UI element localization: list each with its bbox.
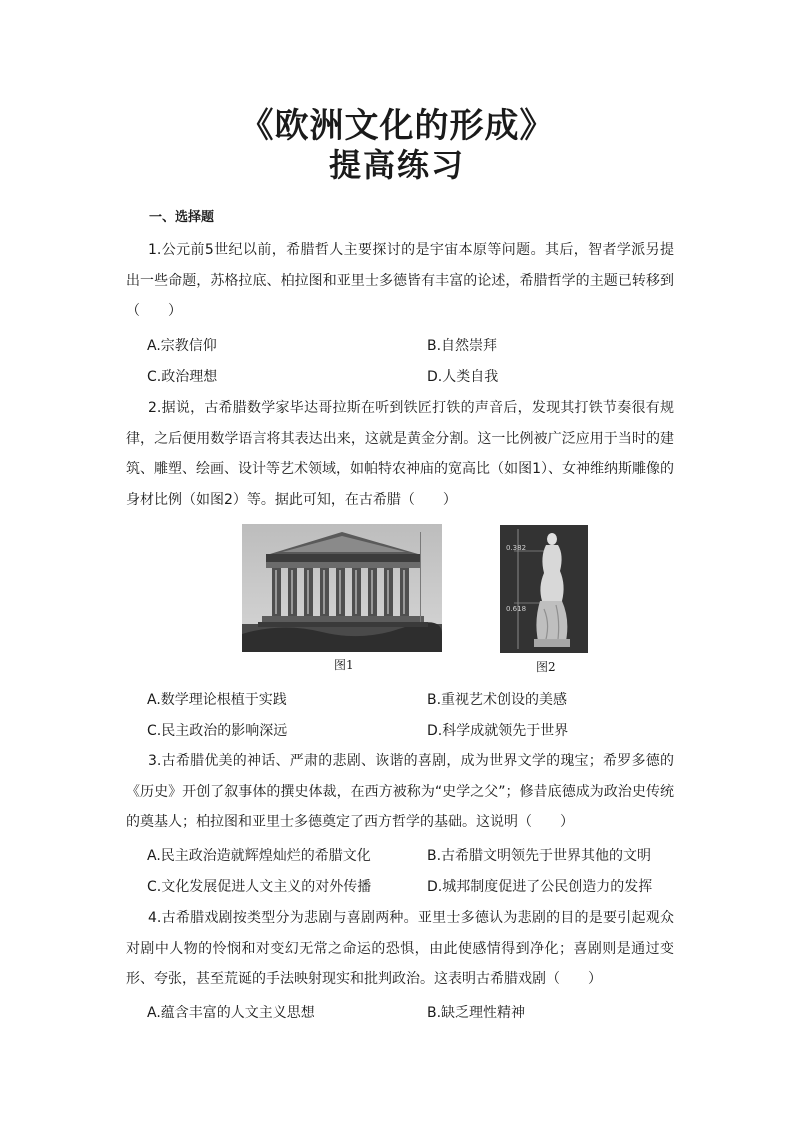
question-4-option-a: A.蕴含丰富的人文主义思想 — [147, 1005, 315, 1021]
question-3-option-d: D.城邦制度促进了公民创造力的发挥 — [427, 879, 653, 895]
figure-2-caption: 图2 — [536, 660, 556, 674]
question-2-option-c: C.民主政治的影响深远 — [147, 723, 288, 739]
question-1-option-b: B.自然崇拜 — [427, 338, 498, 354]
figure-1-caption: 图1 — [334, 658, 354, 672]
question-4-stem: 4.古希腊戏剧按类型分为悲剧与喜剧两种。亚里士多德认为悲剧的目的是要引起观众对剧中人物的怜悯和对变幻无常之命运的恐惧，由此使感情得到净化；喜剧则是通过变形、夸张，甚至荒诞的手法映射现实和批判政治。这表明古希腊戏剧（ ） — [126, 910, 674, 987]
ratio-label-bottom: 0.618 — [506, 605, 527, 613]
question-2-option-a: A.数学理论根植于实践 — [147, 692, 287, 708]
question-3-option-c: C.文化发展促进人文主义的对外传播 — [147, 879, 372, 895]
figure-1-parthenon-image — [242, 524, 442, 652]
document-title: 《欧洲文化的形成》 — [239, 106, 555, 146]
question-2-option-d: D.科学成就领先于世界 — [427, 723, 569, 739]
question-3-stem: 3.古希腊优美的神话、严肃的悲剧、诙谐的喜剧，成为世界文学的瑰宝；希罗多德的《历史》开创了叙事体的撰史体裁，在西方被称为“史学之父”；修昔底德成为政治史传统的奠基人；柏拉图和亚里士多德奠定了西方哲学的基础。这说明（ ） — [126, 753, 674, 830]
section-heading: 一、选择题 — [149, 210, 215, 225]
question-3-option-b: B.古希腊文明领先于世界其他的文明 — [427, 848, 652, 864]
question-2-stem: 2.据说，古希腊数学家毕达哥拉斯在听到铁匠打铁的声音后，发现其打铁节奏很有规律，之后便用数学语言将其表达出来，这就是黄金分割。这一比例被广泛应用于当时的建筑、雕塑、绘画、设计等艺术领域，如帕特农神庙的宽高比（如图1）、女神维纳斯雕像的身材比例（如图2）等。据此可知，在古希腊（ ） — [126, 400, 674, 508]
question-1-option-c: C.政治理想 — [147, 369, 218, 385]
question-1-option-a: A.宗教信仰 — [147, 338, 217, 354]
document-subtitle: 提高练习 — [328, 146, 465, 184]
ratio-label-top: 0.382 — [506, 544, 527, 552]
question-4-option-b: B.缺乏理性精神 — [427, 1005, 526, 1021]
question-3-option-a: A.民主政治造就辉煌灿烂的希腊文化 — [147, 848, 371, 864]
question-1-stem: 1.公元前5世纪以前，希腊哲人主要探讨的是宇宙本原等问题。其后，智者学派另提出一些命题，苏格拉底、柏拉图和亚里士多德皆有丰富的论述，希腊哲学的主题已转移到（ ） — [126, 242, 674, 319]
question-2-option-b: B.重视艺术创设的美感 — [427, 692, 568, 708]
question-1-option-d: D.人类自我 — [427, 369, 499, 385]
